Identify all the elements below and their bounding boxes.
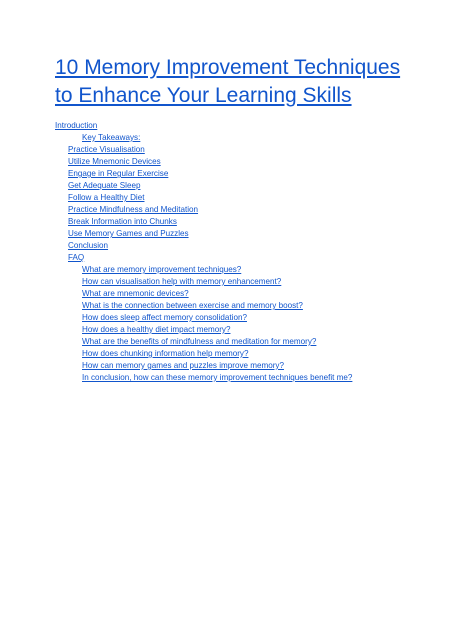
title-line-2[interactable]: to Enhance Your Learning Skills bbox=[55, 84, 352, 107]
toc-link-mindfulness-meditation[interactable]: Practice Mindfulness and Meditation bbox=[68, 205, 199, 214]
toc-link-faq[interactable]: FAQ bbox=[68, 253, 85, 262]
toc-faq-item-6[interactable]: How does a healthy diet impact memory? bbox=[82, 325, 231, 334]
toc-link-key-takeaways[interactable]: Key Takeaways: bbox=[82, 133, 141, 142]
document-title[interactable] bbox=[55, 54, 435, 110]
toc-link-practice-visualisation[interactable]: Practice Visualisation bbox=[68, 145, 145, 154]
toc-faq-item-7[interactable]: What are the benefits of mindfulness and meditation for memory? bbox=[82, 337, 317, 346]
toc-link-mnemonic-devices[interactable]: Utilize Mnemonic Devices bbox=[68, 157, 161, 166]
toc-faq-item-10[interactable]: In conclusion, how can these memory improvement techniques benefit me? bbox=[82, 373, 353, 382]
toc-faq-item-4[interactable]: What is the connection between exercise and memory boost? bbox=[82, 301, 303, 310]
toc-link-adequate-sleep[interactable]: Get Adequate Sleep bbox=[68, 181, 141, 190]
toc-link-chunks[interactable]: Break Information into Chunks bbox=[68, 217, 177, 226]
toc-link-healthy-diet[interactable]: Follow a Healthy Diet bbox=[68, 193, 145, 202]
toc-faq-item-9[interactable]: How can memory games and puzzles improve memory? bbox=[82, 361, 284, 370]
toc-faq-item-2[interactable]: How can visualisation help with memory enhancement? bbox=[82, 277, 282, 286]
toc-link-games-puzzles[interactable]: Use Memory Games and Puzzles bbox=[68, 229, 189, 238]
toc-link-regular-exercise[interactable]: Engage in Regular Exercise bbox=[68, 169, 169, 178]
toc-faq-item-5[interactable]: How does sleep affect memory consolidation? bbox=[82, 313, 247, 322]
toc-link-conclusion[interactable]: Conclusion bbox=[68, 241, 109, 250]
title-line-1[interactable]: 10 Memory Improvement Techniques bbox=[55, 56, 401, 79]
toc-faq-item-8[interactable]: How does chunking information help memory? bbox=[82, 349, 249, 358]
toc-faq-item-3[interactable]: What are mnemonic devices? bbox=[82, 289, 189, 298]
toc-link-introduction[interactable]: Introduction bbox=[55, 121, 98, 130]
toc-faq-item-1[interactable]: What are memory improvement techniques? bbox=[82, 265, 242, 274]
